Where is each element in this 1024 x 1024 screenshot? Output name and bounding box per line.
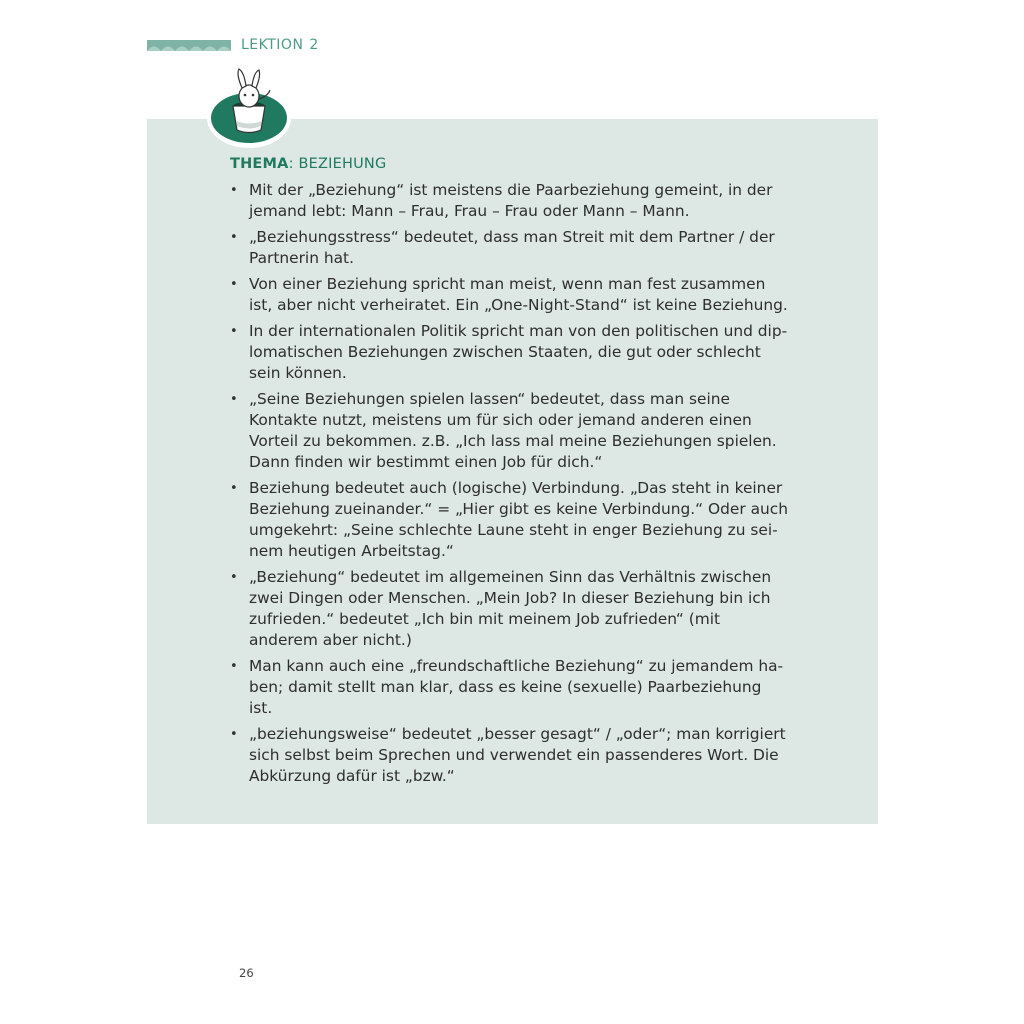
list-item-text: „Beziehungsstress“ bedeutet, dass man Streit mit dem Partner / der Partnerin hat. (249, 228, 775, 267)
list-item-text: „Beziehung“ bedeutet im allgemeinen Sinn das Verhältnis zwischen zwei Dingen oder Menschen. „Mein Job? In dieser Beziehung bin ich zufrieden.“ bedeutet „Ich bin mit meinem Job zufrieden“ (mit anderem aber nicht.) (249, 568, 772, 649)
decorative-wave-bar-icon (147, 40, 231, 51)
bullet-icon: • (230, 324, 238, 339)
list-item-text: Man kann auch eine „freundschaftliche Beziehung“ zu jemandem ha-ben; damit stellt man klar, dass es keine (sexuelle) Paarbeziehung ist. (249, 657, 784, 717)
lesson-header (147, 36, 319, 54)
lesson-label: LEKTION (241, 37, 304, 53)
topic-heading (230, 156, 386, 172)
bullet-icon: • (230, 727, 238, 742)
list-item (229, 567, 789, 651)
bullet-icon: • (230, 277, 238, 292)
list-item (229, 656, 789, 719)
bullet-icon: • (230, 659, 238, 674)
bullet-icon: • (230, 230, 238, 245)
topic-separator: : (288, 156, 294, 172)
topic-title: BEZIEHUNG (298, 156, 387, 172)
list-item (229, 478, 789, 562)
topic-list (229, 180, 789, 792)
lesson-number: 2 (309, 37, 319, 53)
list-item (229, 389, 789, 473)
bullet-icon: • (230, 392, 238, 407)
bullet-icon: • (230, 481, 238, 496)
list-item (229, 724, 789, 787)
list-item-text: „Seine Beziehungen spielen lassen“ bedeutet, dass man seine Kontakte nutzt, meistens um für sich oder jemand anderen einen Vorteil zu bekommen. z.B. „Ich lass mal meine Beziehungen spielen. Dann finden wir bestimmt einen Job für dich.“ (249, 390, 777, 471)
topic-label: THEMA (230, 156, 289, 172)
list-item (229, 274, 789, 316)
lesson-title (241, 37, 319, 53)
list-item-text: „beziehungsweise“ bedeutet „besser gesagt“ / „oder“; man korrigiert sich selbst beim Sprechen und verwendet ein passenderes Wort. Die Abkürzung dafür ist „bzw.“ (249, 725, 786, 785)
list-item (229, 180, 789, 222)
bullet-icon: • (230, 570, 238, 585)
list-item-text: Beziehung bedeutet auch (logische) Verbindung. „Das steht in keiner Beziehung zueinander.“ = „Hier gibt es keine Verbindung.“ Oder auch umgekehrt: „Seine schlechte Laune steht in enger Beziehung zu sei-nem heutigen Arbeitstag.“ (249, 479, 789, 560)
page-number: 26 (239, 966, 254, 980)
list-item (229, 227, 789, 269)
list-item-text: Mit der „Beziehung“ ist meistens die Paarbeziehung gemeint, in der jemand lebt: Mann – Frau, Frau – Frau oder Mann – Mann. (249, 181, 773, 220)
rabbit-in-top-hat-icon (206, 66, 292, 150)
list-item (229, 321, 789, 384)
list-item-text: In der internationalen Politik spricht man von den politischen und dip-lomatischen Beziehungen zwischen Staaten, die gut oder schlecht sein können. (249, 322, 788, 382)
list-item-text: Von einer Beziehung spricht man meist, wenn man fest zusammen ist, aber nicht verheiratet. Ein „One-Night-Stand“ ist keine Beziehung. (249, 275, 788, 314)
bullet-icon: • (230, 183, 238, 198)
